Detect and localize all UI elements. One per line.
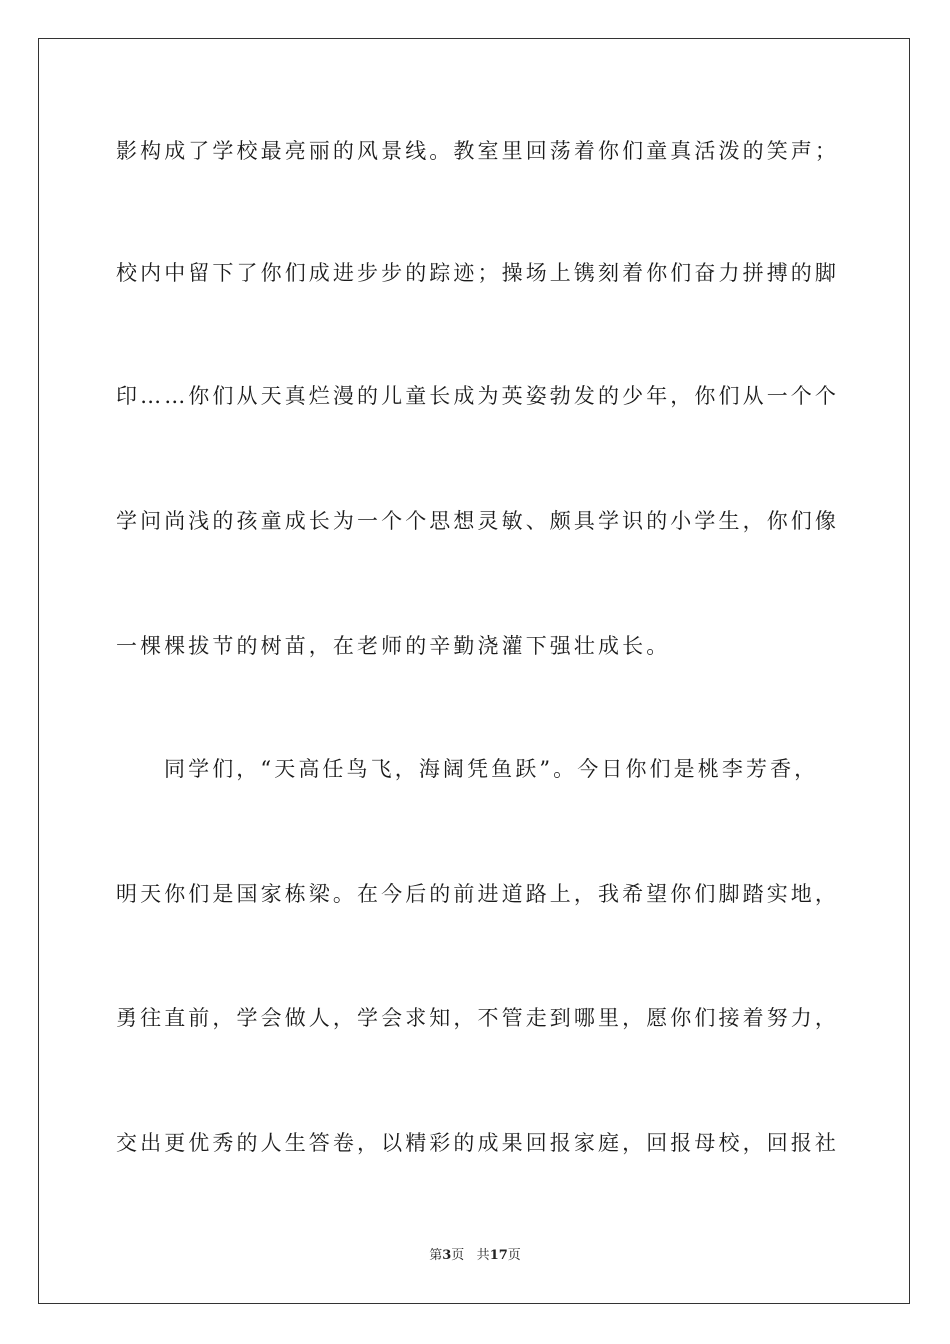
text-line: 校内中留下了你们成进步步的踪迹；操场上镌刻着你们奋力拼搏的脚 [116, 261, 839, 285]
text-line: 勇往直前，学会做人，学会求知，不管走到哪里，愿你们接着努力， [116, 1006, 839, 1030]
paragraph-first-line: 同学们，“天高任鸟飞，海阔凭鱼跃”。今日你们是桃李芳香， [164, 757, 819, 781]
text-line: 印……你们从天真烂漫的儿童长成为英姿勃发的少年，你们从一个个 [116, 384, 839, 408]
page-suffix: 页 [451, 1248, 465, 1263]
page-footer [0, 1247, 950, 1265]
text-line: 交出更优秀的人生答卷，以精彩的成果回报家庭，回报母校，回报社 [116, 1131, 839, 1155]
total-prefix: 共 [476, 1248, 490, 1263]
page-prefix: 第 [429, 1248, 443, 1263]
page-border [38, 38, 910, 1304]
total-pages: 17 [489, 1248, 508, 1263]
text-line: 影构成了学校最亮丽的风景线。教室里回荡着你们童真活泼的笑声； [116, 139, 839, 163]
text-line: 学问尚浅的孩童成长为一个个思想灵敏、颇具学识的小学生，你们像 [116, 509, 839, 533]
text-line: 明天你们是国家栋梁。在今后的前进道路上，我希望你们脚踏实地， [116, 882, 839, 906]
text-line: 一棵棵拔节的树苗，在老师的辛勤浇灌下强壮成长。 [116, 634, 671, 658]
total-suffix: 页 [507, 1248, 521, 1263]
page-number: 3 [442, 1248, 452, 1263]
